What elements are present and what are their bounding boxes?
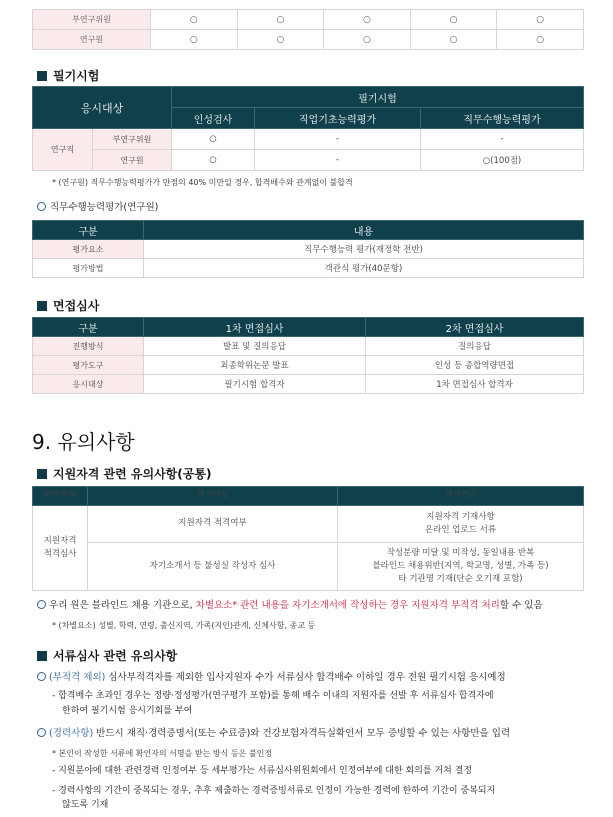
circle-bullet-icon [37, 202, 46, 211]
table-row: 연구원 ○ - ○(100점) [33, 150, 584, 171]
table-row: 연구직 부연구위원 ○ - - [33, 129, 584, 150]
career-notice: (경력사항) 반드시 재직·경력증명서(또는 수료증)와 건강보험자격득실확인서 모두 증빙할 수 있는 사항만을 입력 [37, 727, 510, 741]
doc1-subitem-2: 한하여 필기시험 응시기회를 부여 [62, 706, 193, 716]
doc2-subitem-3: 않도록 기재 [62, 800, 109, 810]
discrimination-note: * (차별요소) 성별, 학력, 연령, 출신지역, 가족(지인)관계, 신체사항, 종교 등 [52, 621, 316, 630]
interview-table: 구분 1차 면접심사 2차 면접심사 진행방식 발표 및 질의응답 질의응답 평가도구 최종학위논문 발표 인성 등 종합역량면접 응시대상 필기시험 합격자 1차 면접심사 합격자 [32, 317, 584, 394]
qualification-group: 지원자격 적격심사 [33, 506, 88, 591]
table-row: 연구원 ○ ○ ○ ○ ○ [33, 30, 584, 50]
written-exam-note: * (연구원) 직무수행능력평가가 만점의 40% 미만일 경우, 합격배수와 관계없이 불합격 [52, 178, 353, 187]
table-row: 지원자격 적격심사 지원자격 적격여부 지원자격 기재사항 온라인 업로드 서류 [33, 506, 584, 543]
career-note: * 본인이 작성한 서류에 확인자의 서명을 받는 방식 등은 불인정 [52, 749, 273, 758]
table-row: 평가도구 최종학위논문 발표 인성 등 종합역량면접 [33, 356, 584, 375]
table-row: 평가요소 직무수행능력 평가(재정학 전반) [33, 240, 584, 259]
square-bullet-icon [37, 469, 47, 479]
table-row: 응시대상 필기시험 합격자 1차 면접심사 합격자 [33, 375, 584, 394]
written-exam-title: 필기시험 [37, 67, 99, 84]
interview-title: 면접심사 [37, 297, 99, 314]
table-row: 부연구위원 ○ ○ ○ ○ ○ [33, 10, 584, 30]
circle-bullet-icon [37, 600, 46, 609]
document-review-title: 서류심사 관련 유의사항 [37, 647, 177, 664]
table-row: 진행방식 발표 및 질의응답 질의응답 [33, 337, 584, 356]
square-bullet-icon [37, 71, 47, 81]
circle-bullet-icon [37, 728, 46, 737]
eligibility-table-tail [32, 9, 584, 50]
ineligible-exclusion-notice: (부적격 제외) 심사부적격자를 제외한 입사지원자 수가 서류심사 합격배수 이하일 경우 전원 필기시험 응시예정 [37, 671, 506, 685]
row-label: 연구원 [33, 30, 151, 50]
section-heading: 9. 유의사항 [32, 430, 135, 454]
square-bullet-icon [37, 301, 47, 311]
square-bullet-icon [37, 651, 47, 661]
table-row: 평가방법 객관식 평가(40문항) [33, 259, 584, 278]
doc2-subitem-1: - 지원분야에 대한 관련경력 인정여부 등 세부평가는 서류심사위원회에서 인정여부에 대한 회의를 거쳐 결정 [52, 766, 473, 776]
job-eval-title: 직무수행능력평가(연구원) [37, 199, 158, 213]
qualification-table: 평가항목 평가대상 평가기준 지원자격 적격심사 지원자격 적격여부 지원자격 기재사항 온라인 업로드 서류 자기소개서 등 불성실 작성자 심사 작성분량 미달 및 미작성, 동일내용 반복 블라인드 채용위반(지역, 학교명, 성별, 가족 등) 타 기관명 기재(단순 오기재 포함) [32, 486, 584, 591]
circle-bullet-icon [37, 672, 46, 681]
job-eval-table: 구분 내용 평가요소 직무수행능력 평가(재정학 전반) 평가방법 객관식 평가(40문항) [32, 220, 584, 278]
qualification-notice-title: 지원자격 관련 유의사항(공통) [37, 465, 211, 482]
table-row: 자기소개서 등 불성실 작성자 심사 작성분량 미달 및 미작성, 동일내용 반복 블라인드 채용위반(지역, 학교명, 성별, 가족 등) 타 기관명 기재(단순 오기재 포함) [33, 543, 584, 591]
doc1-subitem-1: - 합격배수 초과인 경우는 정량·정성평가(연구평가 포함)를 통해 배수 이내의 지원자를 선발 후 서류심사 합격자에 [52, 691, 494, 701]
written-exam-table: 응시대상 필기시험 인성검사 직업기초능력평가 직무수행능력평가 연구직 부연구위원 ○ - - 연구원 ○ - ○(100점) [32, 86, 584, 171]
row-label: 부연구위원 [33, 10, 151, 30]
doc2-subitem-2: - 경력사항의 기간이 중복되는 경우, 추후 제출하는 경력증빙서류로 인정이 가능한 경력에 한하여 기간이 중복되지 [52, 786, 496, 796]
blind-hiring-notice: 우리 원은 블라인드 채용 기관으로, 차별요소* 관련 내용을 자기소개서에 작성하는 경우 지원자격 부적격 처리할 수 있음 [37, 599, 543, 613]
